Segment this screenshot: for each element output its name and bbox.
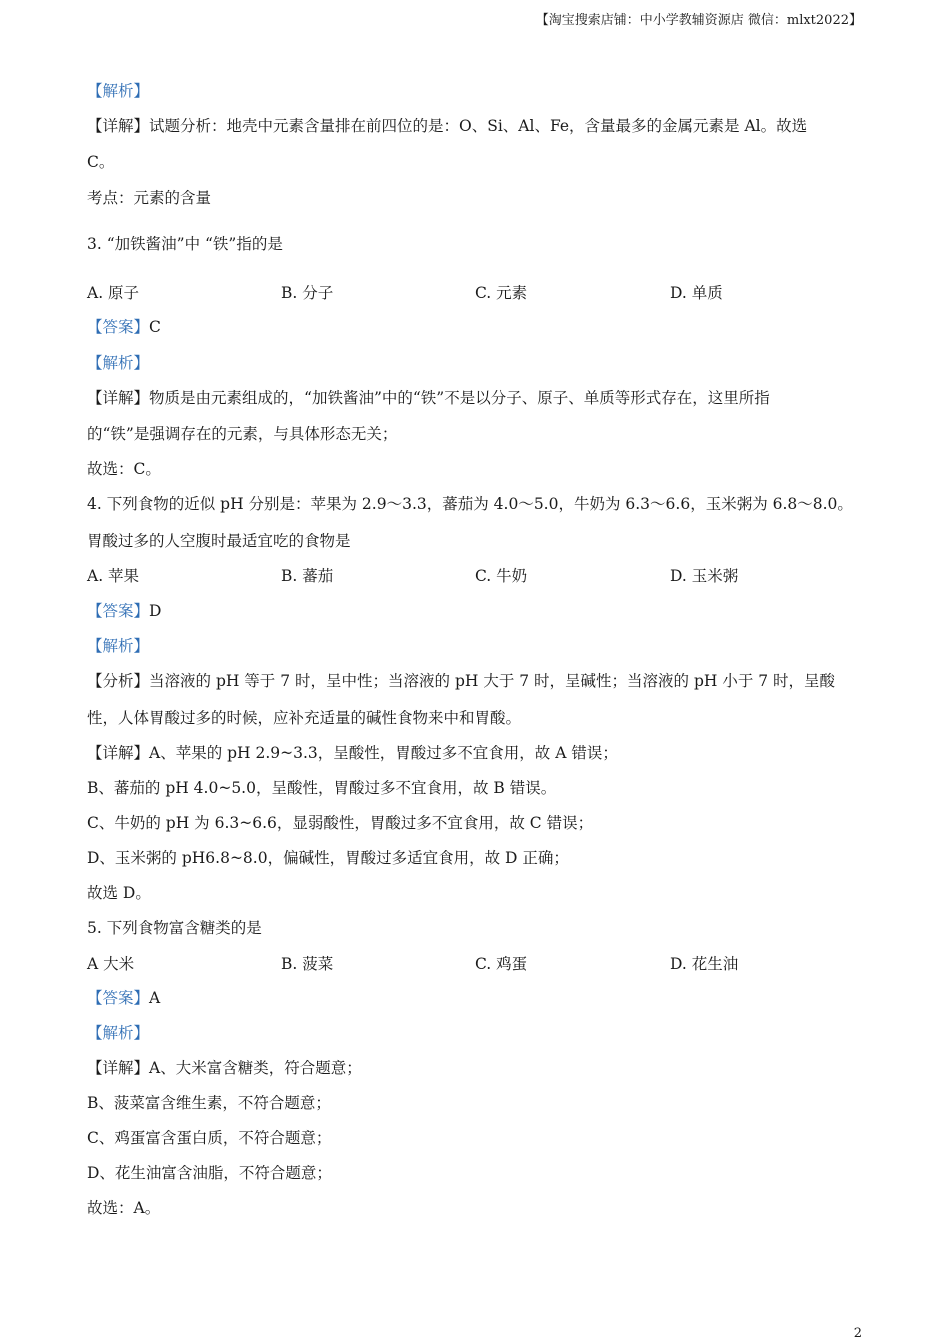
q5-answer: 【答案】A xyxy=(87,989,161,1007)
q5-stem: 5. 下列食物富含糖类的是 xyxy=(87,919,262,937)
q4-detail-line-3: C、牛奶的 pH 为 6.3~6.6，显弱酸性，胃酸过多不宜食用，故 C 错误； xyxy=(87,814,594,832)
q3-answer: 【答案】C xyxy=(87,318,161,336)
page-number: 2 xyxy=(853,1326,862,1341)
q2-jiexi-tag: 【解析】 xyxy=(87,82,150,100)
q5-detail-line-3: C、鸡蛋富含蛋白质，不符合题意； xyxy=(87,1129,332,1147)
q3-option-d: D. 单质 xyxy=(670,284,723,302)
q4-option-c: C. 牛奶 xyxy=(475,567,528,585)
q3-stem: 3. “加铁酱油”中 “铁”指的是 xyxy=(87,235,283,253)
q5-option-d: D. 花生油 xyxy=(670,955,739,973)
q5-option-a: A 大米 xyxy=(87,955,135,973)
q4-stem-line-1: 4. 下列食物的近似 pH 分别是：苹果为 2.9～3.3，蕃茄为 4.0～5.0，牛奶为 6.3～6.6，玉米粥为 6.8～8.0。 xyxy=(87,495,853,513)
q4-detail-line-2: B、蕃茄的 pH 4.0~5.0，呈酸性，胃酸过多不宜食用，故 B 错误。 xyxy=(87,779,557,797)
q4-jiexi-tag: 【解析】 xyxy=(87,637,150,655)
q5-conclusion: 故选：A。 xyxy=(87,1199,161,1217)
page-header: 【淘宝搜索店铺：中小学教辅资源店 微信：mlxt2022】 xyxy=(535,13,862,28)
q3-jiexi-tag: 【解析】 xyxy=(87,354,150,372)
q4-detail-line-1: 【详解】A、苹果的 pH 2.9~3.3，呈酸性，胃酸过多不宜食用，故 A 错误； xyxy=(87,744,618,762)
q4-answer: 【答案】D xyxy=(87,602,162,620)
q4-conclusion: 故选 D。 xyxy=(87,884,151,902)
q5-option-c: C. 鸡蛋 xyxy=(475,955,528,973)
q3-detail-line-1: 【详解】物质是由元素组成的，“加铁酱油”中的“铁”不是以分子、原子、单质等形式存在，这里所指 xyxy=(87,389,770,407)
q5-jiexi-tag: 【解析】 xyxy=(87,1024,150,1042)
q4-detail-line-4: D、玉米粥的 pH6.8~8.0，偏碱性，胃酸过多适宜食用，故 D 正确； xyxy=(87,849,569,867)
q5-detail-line-1: 【详解】A、大米富含糖类，符合题意； xyxy=(87,1059,362,1077)
q3-option-c: C. 元素 xyxy=(475,284,528,302)
q2-detail-line-2: C。 xyxy=(87,153,115,171)
q2-detail-line-1: 【详解】试题分析：地壳中元素含量排在前四位的是：O、Si、Al、Fe，含量最多的金属元素是 Al。故选 xyxy=(87,117,808,135)
q5-detail-line-4: D、花生油富含油脂，不符合题意； xyxy=(87,1164,332,1182)
q4-analysis-line-2: 性，人体胃酸过多的时候，应补充适量的碱性食物来中和胃酸。 xyxy=(87,709,522,727)
q3-option-b: B. 分子 xyxy=(281,284,334,302)
q5-option-b: B. 菠菜 xyxy=(281,955,334,973)
q4-option-b: B. 蕃茄 xyxy=(281,567,334,585)
q3-option-a: A. 原子 xyxy=(87,284,140,302)
q3-detail-line-2: 的“铁”是强调存在的元素，与具体形态无关； xyxy=(87,425,398,443)
q4-option-d: D. 玉米粥 xyxy=(670,567,739,585)
q4-analysis-line-1: 【分析】当溶液的 pH 等于 7 时，呈中性；当溶液的 pH 大于 7 时，呈碱性；当溶液的 pH 小于 7 时，呈酸 xyxy=(87,672,836,690)
q3-conclusion: 故选：C。 xyxy=(87,460,161,478)
q4-stem-line-2: 胃酸过多的人空腹时最适宜吃的食物是 xyxy=(87,532,351,550)
q5-detail-line-2: B、菠菜富含维生素，不符合题意； xyxy=(87,1094,331,1112)
q4-option-a: A. 苹果 xyxy=(87,567,140,585)
q2-kaodian: 考点：元素的含量 xyxy=(87,189,212,207)
